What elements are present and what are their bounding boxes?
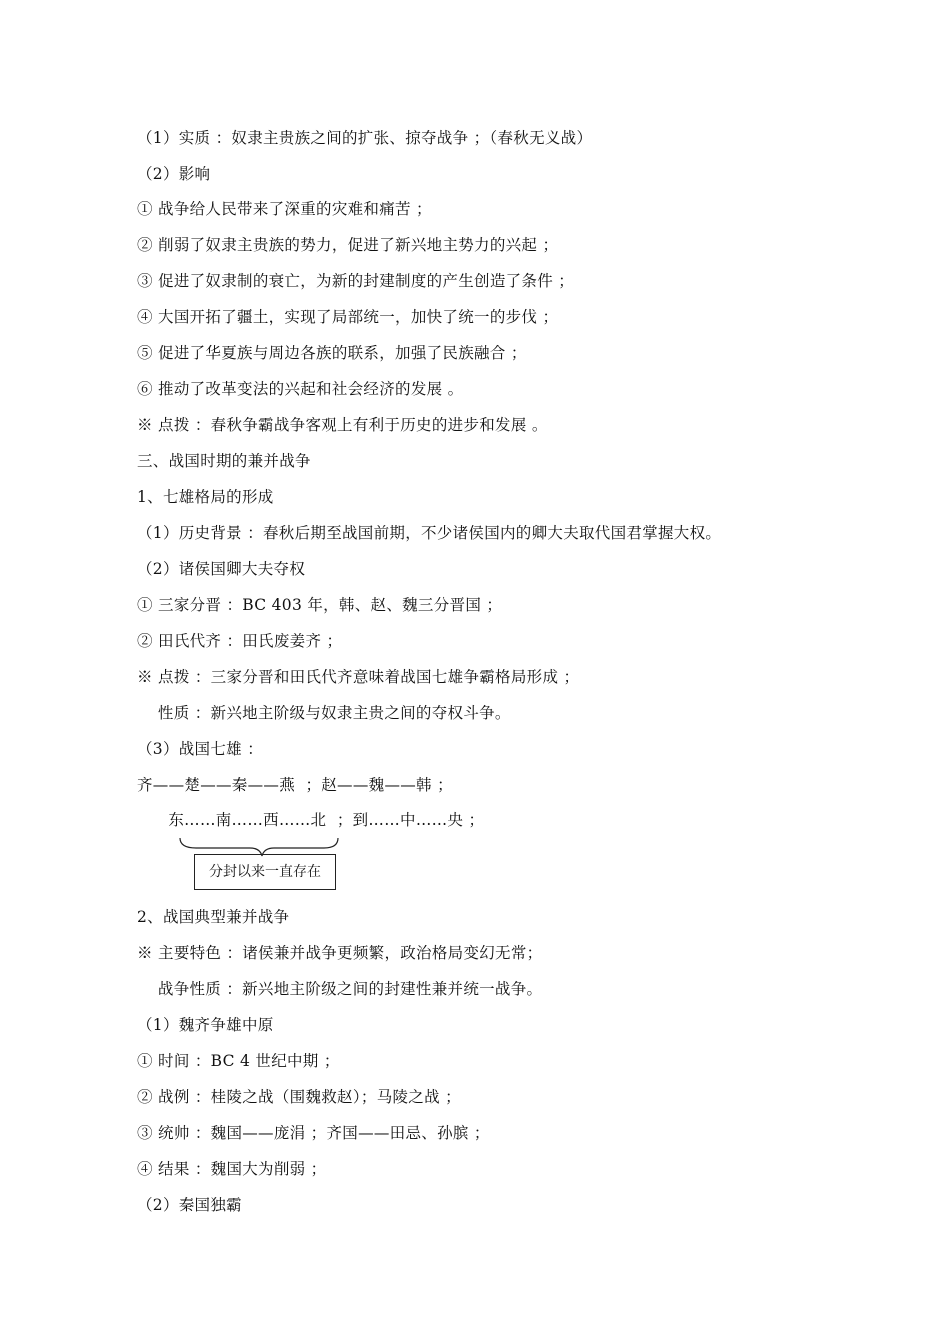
text-line: ⑤ 促进了华夏族与周边各族的联系，加强了民族融合 ； bbox=[137, 344, 527, 362]
text-line: ※ 点拨 ：春秋争霸战争客观上有利于历史的进步和发展 。 bbox=[137, 416, 548, 434]
note-box: 分封以来一直存在 bbox=[194, 854, 336, 890]
text-line: 东……南……西……北 ；到……中……央 ； bbox=[137, 811, 485, 829]
text-line: ③ 促进了奴隶制的衰亡，为新的封建制度的产生创造了条件 ； bbox=[137, 272, 575, 290]
text-line: （2）诸侯国卿大夫夺权 bbox=[137, 560, 306, 578]
text-line: ① 战争给人民带来了深重的灾难和痛苦 ； bbox=[137, 200, 432, 218]
text-line: 战争性质 ：新兴地主阶级之间的封建性兼并统一战争。 bbox=[137, 980, 543, 998]
text-line: ④ 结果 ：魏国大为削弱 ； bbox=[137, 1160, 327, 1178]
text-line: （3）战国七雄 ： bbox=[137, 740, 263, 758]
text-line: 性质 ：新兴地主阶级与奴隶主贵之间的夺权斗争。 bbox=[137, 704, 511, 722]
text-line: （1）实质 ：奴隶主贵族之间的扩张、掠夺战争 ；（春秋无义战） bbox=[137, 129, 593, 147]
text-line: （1）魏齐争雄中原 bbox=[137, 1016, 274, 1034]
text-line: （2）影响 bbox=[137, 165, 211, 183]
text-line: ② 田氏代齐 ：田氏废姜齐 ； bbox=[137, 632, 343, 650]
text-line: ② 战例 ：桂陵之战（围魏救赵）；马陵之战 ； bbox=[137, 1088, 461, 1106]
text-line: （2）秦国独霸 bbox=[137, 1196, 242, 1214]
section-heading: 三、战国时期的兼并战争 bbox=[137, 452, 311, 470]
text-line: ※ 主要特色 ：诸侯兼并战争更频繁，政治格局变幻无常； bbox=[137, 944, 543, 962]
text-line: ② 削弱了奴隶主贵族的势力，促进了新兴地主势力的兴起 ； bbox=[137, 236, 559, 254]
text-line: ④ 大国开拓了疆土，实现了局部统一，加快了统一的步伐 ； bbox=[137, 308, 559, 326]
text-line: ⑥ 推动了改革变法的兴起和社会经济的发展 。 bbox=[137, 380, 464, 398]
text-line: ③ 统帅 ：魏国——庞涓 ；齐国——田忌、孙膑 ； bbox=[137, 1124, 490, 1142]
text-line: （1）历史背景 ：春秋后期至战国前期，不少诸侯国内的卿大夫取代国君掌握大权。 bbox=[137, 524, 722, 542]
text-line: ※ 点拨 ：三家分晋和田氏代齐意味着战国七雄争霸格局形成 ； bbox=[137, 668, 580, 686]
text-line: ① 时间 ：BC 4 世纪中期 ； bbox=[137, 1052, 340, 1070]
subsection-heading: 1、七雄格局的形成 bbox=[137, 488, 274, 506]
subsection-heading: 2、战国典型兼并战争 bbox=[137, 908, 290, 926]
text-line: 齐——楚——秦——燕 ；赵——魏——韩 ； bbox=[137, 776, 453, 794]
text-line: ① 三家分晋 ：BC 403 年，韩、赵、魏三分晋国 ； bbox=[137, 596, 503, 614]
